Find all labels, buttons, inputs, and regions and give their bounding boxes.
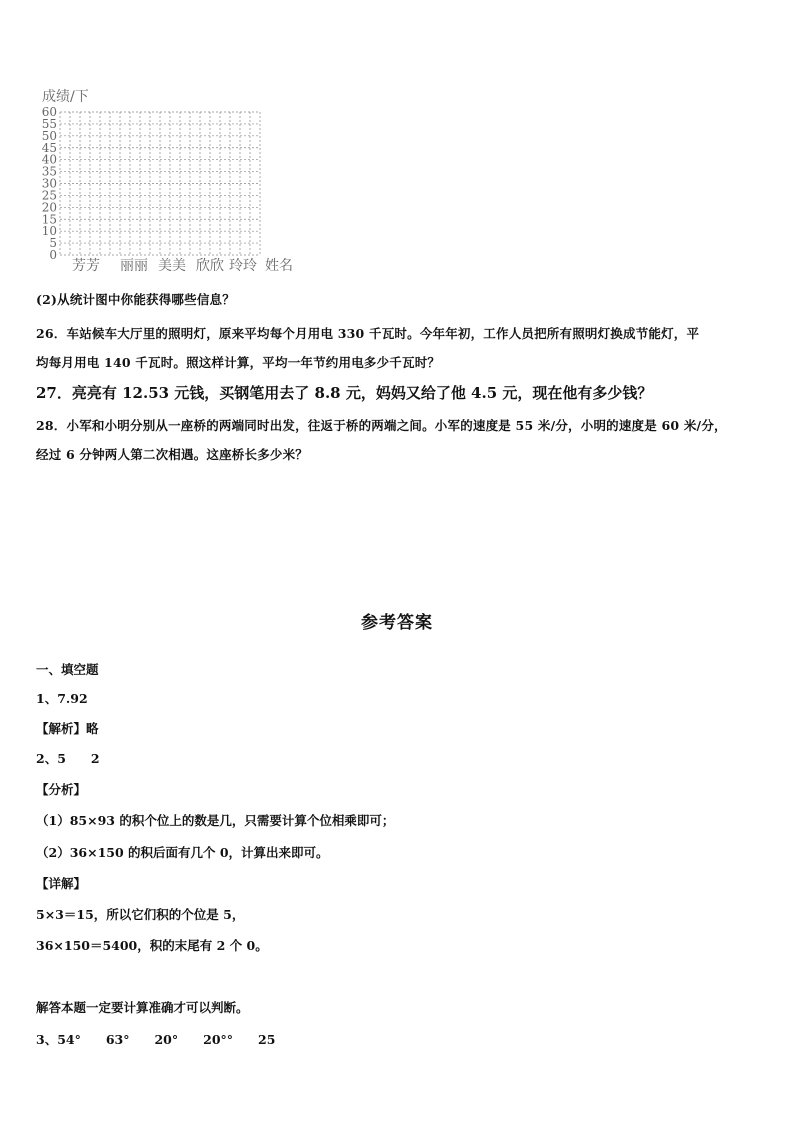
answer-2-analysis-2: （2）36×150 的积后面有几个 0，计算出来即可。 [36, 845, 329, 860]
chart-xcategories [72, 257, 293, 274]
x-category-label: 欣欣 [196, 258, 224, 274]
answer-2-analysis-head: 【分析】 [36, 782, 87, 797]
answer-3: 3、54° 63° 20° 20°° 25 [36, 1032, 276, 1047]
answer-2-detail-1: 5×3＝15，所以它们积的个位是 5， [36, 907, 245, 922]
section-fill-blank: 一、填空题 [36, 662, 99, 677]
question-25-2: (2)从统计图中你能获得哪些信息？ [36, 292, 235, 307]
answer-2-note: 解答本题一定要计算准确才可以判断。 [36, 1000, 249, 1015]
y-tick-label: 0 [49, 248, 57, 262]
y-tick-label: 55 [41, 116, 57, 131]
answer-2-analysis-1: （1）85×93 的积个位上的数是几，只需要计算个位相乘即可； [36, 813, 395, 828]
y-tick-label: 20 [41, 200, 57, 215]
y-tick-label: 40 [41, 152, 57, 167]
score-chart [36, 86, 293, 276]
x-category-label: 美美 [158, 258, 186, 274]
x-category-label: 芳芳 [72, 258, 100, 274]
question-28-line2: 经过 6 分钟两人第二次相遇。这座桥长多少米？ [36, 447, 309, 462]
y-tick-label: 30 [41, 176, 57, 191]
answer-2-detail-head: 【详解】 [36, 876, 87, 891]
x-category-label: 玲玲 [229, 258, 257, 274]
y-tick-label: 35 [41, 164, 57, 179]
chart-grid [60, 112, 260, 255]
question-27: 27．亮亮有 12.53 元钱，买钢笔用去了 8.8 元，妈妈又给了他 4.5 元，现在他有多少钱？ [36, 384, 653, 402]
question-26-line2: 均每月用电 140 千瓦时。照这样计算，平均一年节约用电多少千瓦时？ [36, 355, 441, 370]
y-tick-label: 25 [41, 188, 57, 203]
chart-ylabel: 成绩/下 [42, 89, 89, 105]
y-tick-label: 60 [41, 105, 57, 119]
answer-2: 2、5 2 [36, 751, 100, 766]
x-category-label: 丽丽 [120, 258, 148, 274]
question-28-line1: 28．小军和小明分别从一座桥的两端同时出发，往返于桥的两端之间。小军的速度是 55 米/分，小明的速度是 60 米/分， [36, 418, 727, 433]
y-tick-label: 15 [41, 212, 57, 227]
chart-yticks [42, 105, 57, 262]
y-tick-label: 45 [41, 140, 57, 155]
x-axis-label: 姓名 [265, 258, 293, 274]
answers-title: 参考答案 [361, 613, 433, 633]
answer-1-analysis: 【解析】略 [36, 721, 99, 736]
question-26-line1: 26．车站候车大厅里的照明灯，原来平均每个月用电 330 千瓦时。今年年初，工作人员把所有照明灯换成节能灯，平 [36, 326, 700, 341]
answer-1: 1、7.92 [36, 691, 88, 706]
answer-2-detail-2: 36×150＝5400，积的末尾有 2 个 0。 [36, 938, 268, 953]
y-tick-label: 5 [49, 236, 57, 251]
y-tick-label: 50 [41, 128, 57, 143]
y-tick-label: 10 [41, 224, 57, 239]
